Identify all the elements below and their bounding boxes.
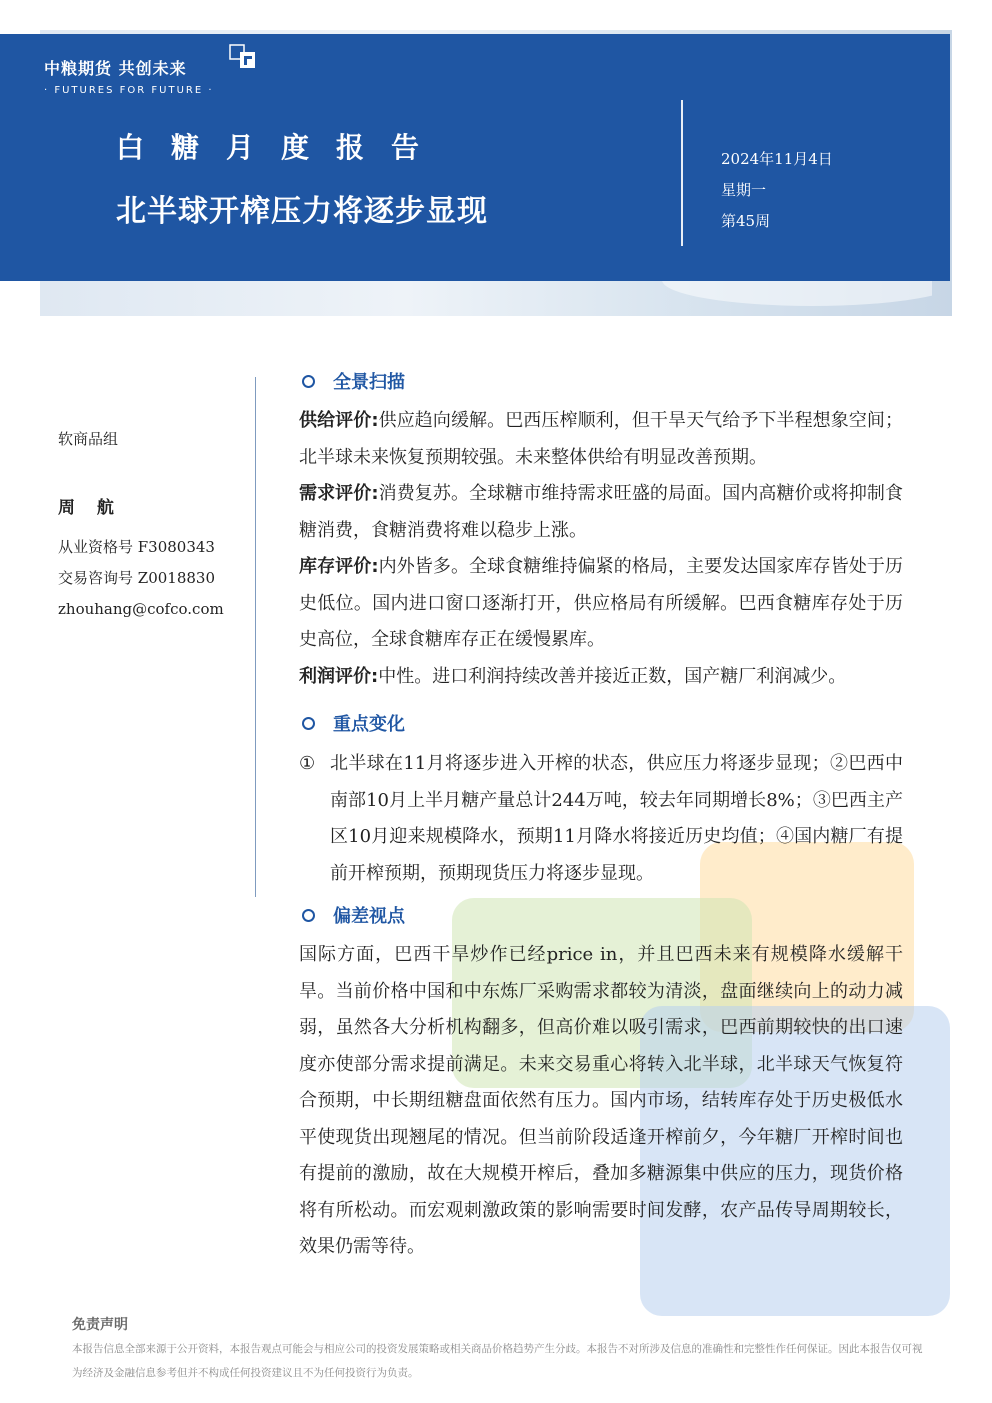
disclaimer-text: 本报告信息全部来源于公开资料，本报告观点可能会与相应公司的投资发展策略或相关商品价格趋势产生分歧。本报告不对所涉及信息的准确性和完整性作任何保证。因此本报告仅可视为经济及金融信息参考但并不构成任何投资建议且不为任何投资行为负责。 xyxy=(72,1343,923,1379)
report-date-block xyxy=(721,144,833,237)
sidebar xyxy=(58,428,224,625)
report-week: 第45周 xyxy=(721,212,771,230)
item-label: 利润评价: xyxy=(299,665,379,687)
analyst-email[interactable]: zhouhang@cofco.com xyxy=(58,600,224,618)
section-heading-overview xyxy=(302,368,405,394)
section-heading-text: 偏差视点 xyxy=(333,906,405,927)
sidebar-divider xyxy=(255,377,256,897)
item-text: 内外皆多。全球食糖维持偏紧的格局，主要发达国家库存皆处于历史低位。国内进口窗口逐渐打开，供应格局有所缓解。巴西食糖库存处于历史高位，全球食糖库存正在缓慢累库。 xyxy=(299,556,904,650)
report-headline: 北半球开榨压力将逐步显现 xyxy=(116,194,488,229)
report-date: 2024年11月4日 xyxy=(721,150,833,168)
overview-item-supply xyxy=(299,403,903,476)
qualification-number: 从业资格号 F3080343 xyxy=(58,538,215,556)
overview-item-demand xyxy=(299,476,903,549)
overview-item-inventory xyxy=(299,549,903,659)
report-type-title: 白糖月度报告 xyxy=(116,131,447,164)
logo-mark-icon xyxy=(229,44,257,70)
item-text: 供应趋向缓解。巴西压榨顺利，但干旱天气给予下半程想象空间；北半球未来恢复预期较强。未来整体供给有明显改善预期。 xyxy=(299,410,904,468)
header-divider xyxy=(681,100,683,246)
consulting-number: 交易咨询号 Z0018830 xyxy=(58,569,215,587)
changes-content xyxy=(299,746,903,892)
disclaimer-title: 免责声明 xyxy=(72,1317,128,1333)
section-heading-deviation xyxy=(302,902,405,928)
logo-text-en: · FUTURES FOR FUTURE · xyxy=(44,85,214,96)
analyst-name: 周 航 xyxy=(58,498,122,518)
item-label: 供给评价: xyxy=(299,410,379,431)
company-logo xyxy=(44,56,214,96)
list-marker: ① xyxy=(299,753,316,774)
overview-content xyxy=(299,403,903,695)
item-label: 需求评价: xyxy=(299,483,379,504)
item-text: 消费复苏。全球糖市维持需求旺盛的局面。国内高糖价或将抑制食糖消费，食糖消费将难以稳步上涨。 xyxy=(299,483,904,541)
overview-item-profit xyxy=(299,659,903,696)
item-label: 库存评价: xyxy=(299,556,379,577)
team-name: 软商品组 xyxy=(58,430,119,448)
bullet-circle-icon xyxy=(302,909,315,922)
section-heading-text: 全景扫描 xyxy=(333,372,405,393)
bullet-circle-icon xyxy=(302,375,315,388)
report-weekday: 星期一 xyxy=(721,181,767,199)
item-text: 中性。进口利润持续改善并接近正数，国产糖厂利润减少。 xyxy=(378,665,847,687)
bullet-circle-icon xyxy=(302,717,315,730)
changes-text: 北半球在11月将逐步进入开榨的状态，供应压力将逐步显现；②巴西中南部10月上半月糖产量总计244万吨，较去年同期增长8%；③巴西主产区10月迎来规模降水，预期11月降水将接近历史均值；④国内糖厂有提前开榨预期，预期现货压力将逐步显现。 xyxy=(330,753,903,884)
section-heading-changes xyxy=(302,710,405,736)
deviation-text: 国际方面，巴西干旱炒作已经price in，并且巴西未来有规模降水缓解干旱。当前价格中国和中东炼厂采购需求都较为清淡，盘面继续向上的动力减弱，虽然各大分析机构翻多，但高价难以吸引需求，巴西前期较快的出口速度亦使部分需求提前满足。未来交易重心将转入北半球，北半球天气恢复符合预期，中长期纽糖盘面依然有压力。国内市场，结转库存处于历史极低水平使现货出现翘尾的情况。但当前阶段适逢开榨前夕，今年糖厂开榨时间也有提前的激励，故在大规模开榨后，叠加多糖源集中供应的压力，现货价格将有所松动。而宏观刺激政策的影响需要时间发酵，农产品传导周期较长，效果仍需等待。 xyxy=(299,944,903,1257)
logo-text-cn: 中粮期货 共创未来 xyxy=(44,59,187,78)
deviation-content xyxy=(299,937,903,1266)
section-heading-text: 重点变化 xyxy=(333,714,405,735)
